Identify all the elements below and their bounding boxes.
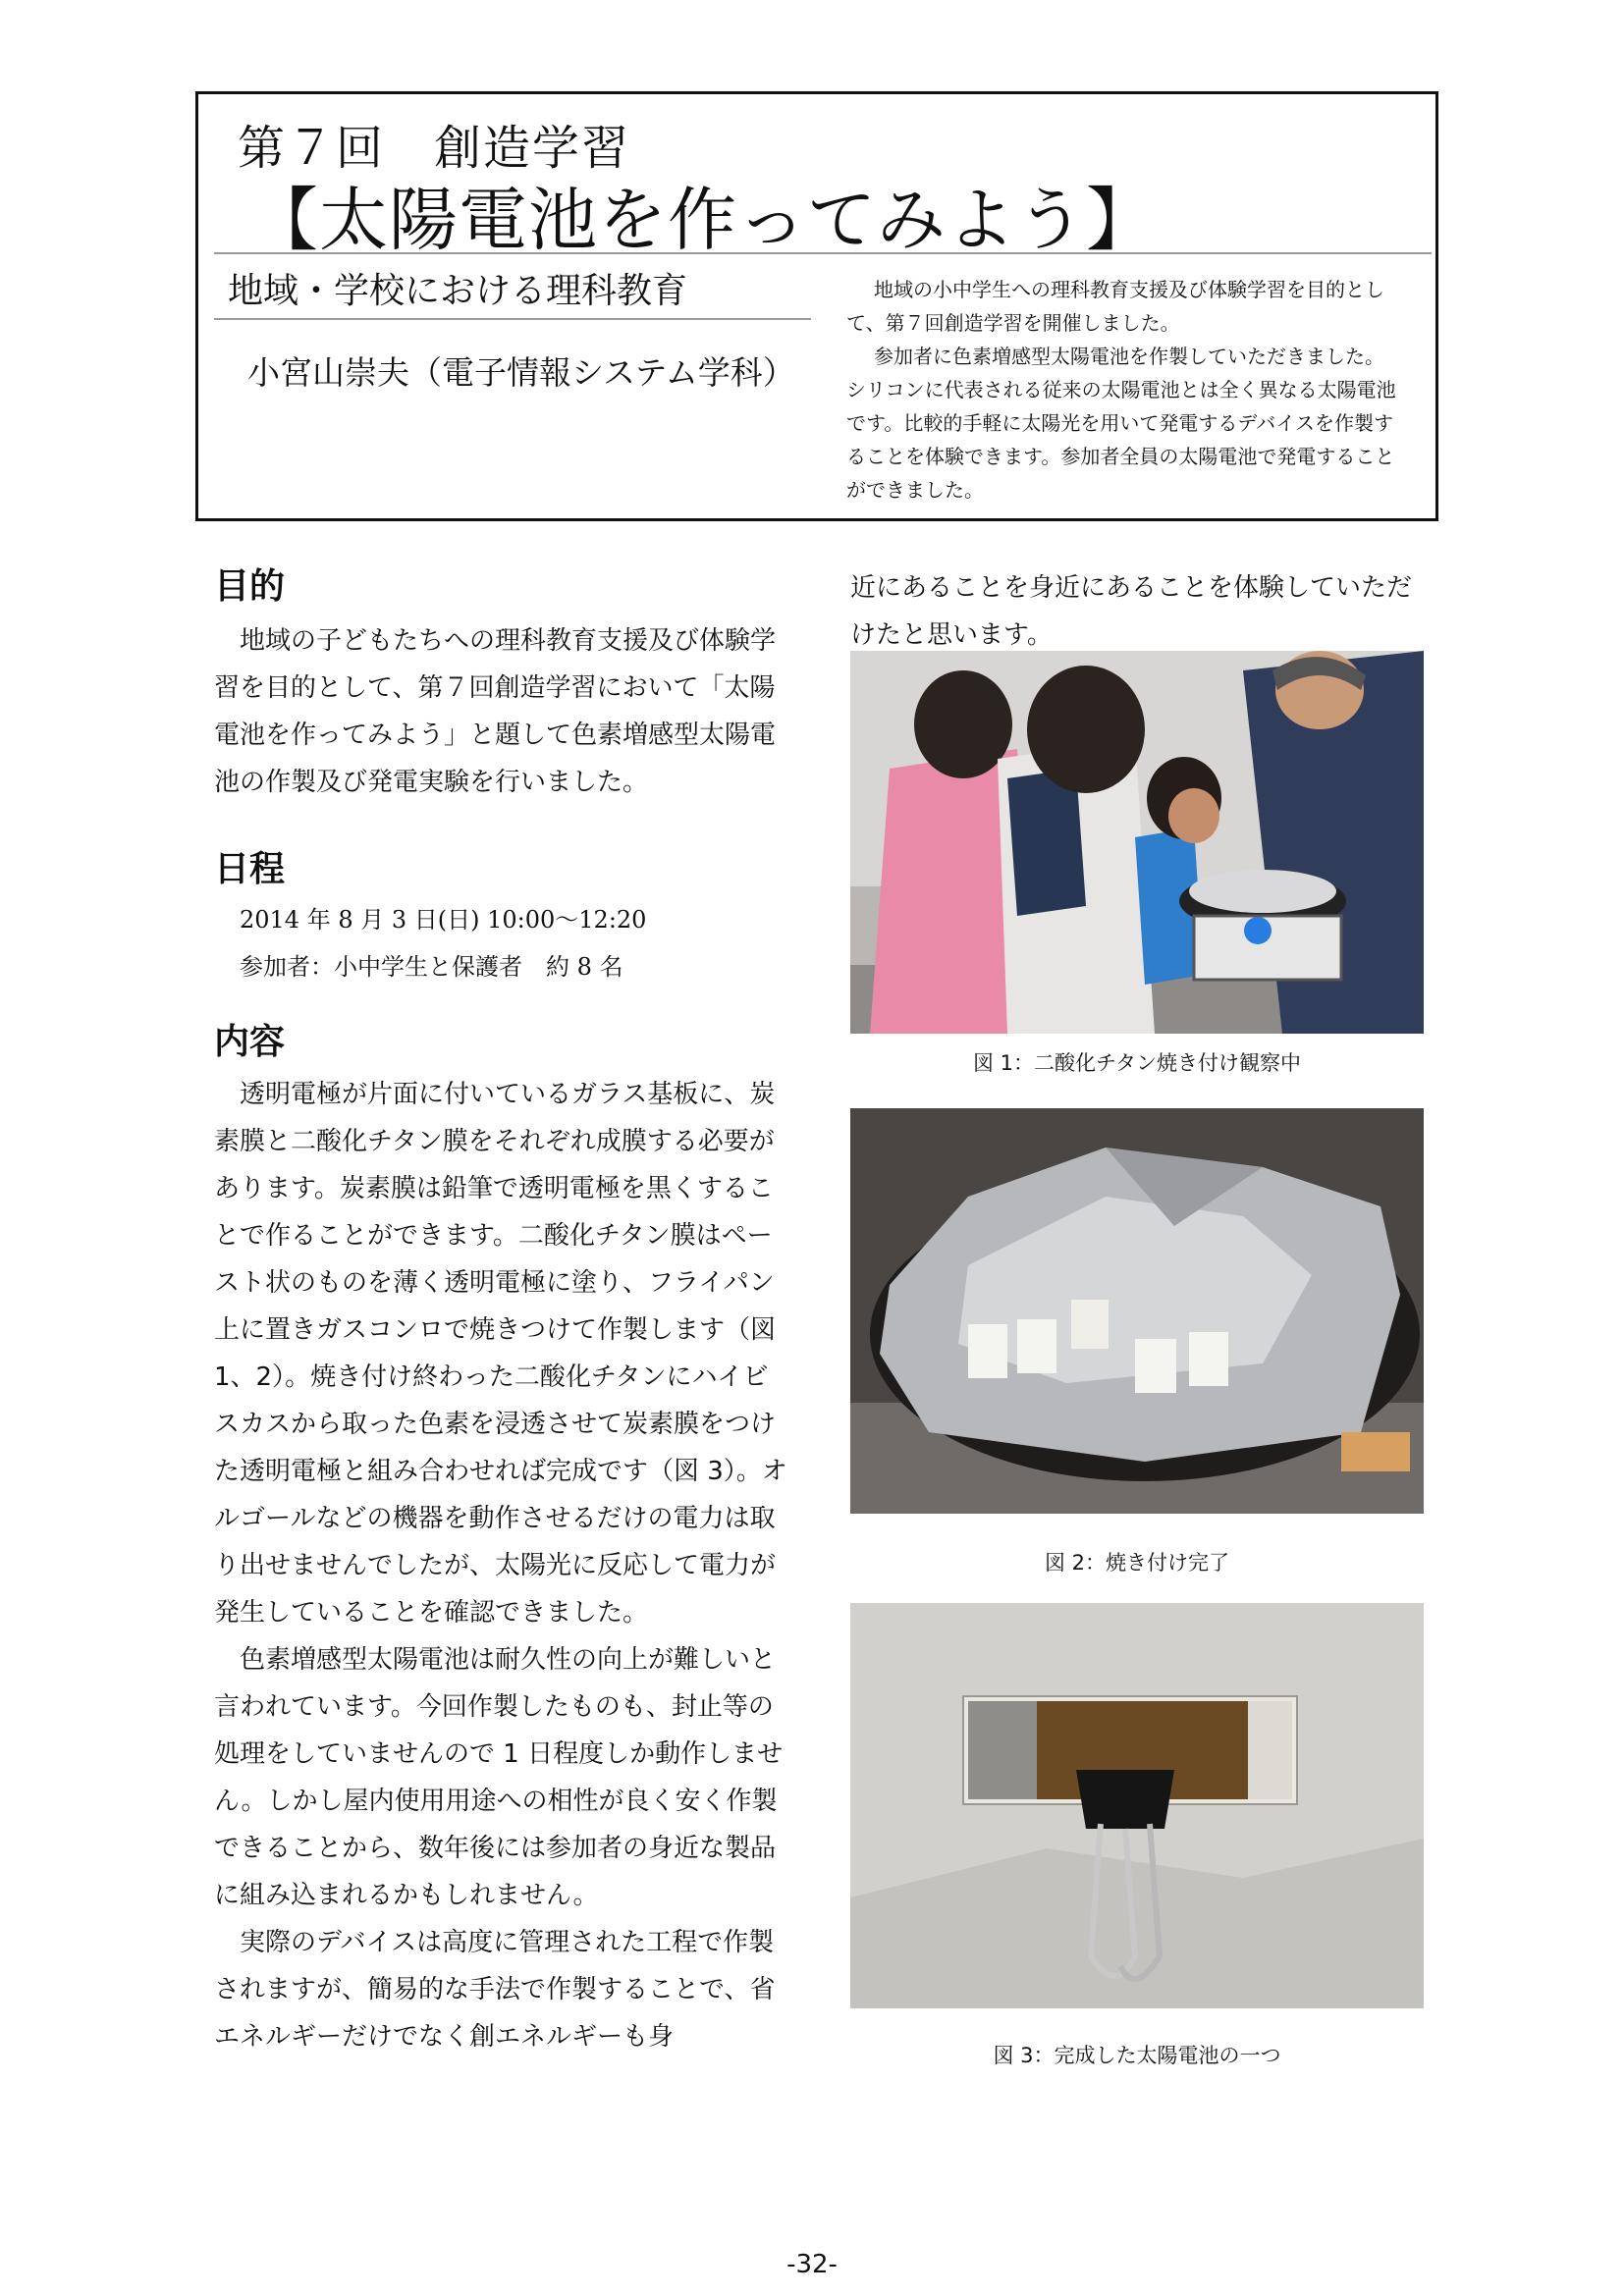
- content-paragraph: 色素増感型太陽電池は耐久性の向上が難しいと言われています。今回作製したものも、封止等の処理をしていませんので 1 日程度しか動作しません。しかし屋内使用用途への相性が良く安く作製できることから、数年後には参加者の身近な製品に組み込まれるかもしれません。: [214, 1645, 784, 1910]
- summary-paragraph: 参加者に色素増感型太陽電池を作製していただきました。シリコンに代表される従来の太陽電池とは全く異なる太陽電池です。比較的手軽に太陽光を用いて発電するデバイスを作製することを体験できます。参加者全員の太陽電池で発電することができました。: [846, 345, 1396, 502]
- schedule-date: 2014 年 8 月 3 日(日) 10:00～12:20: [240, 906, 647, 934]
- figure-3-photo: [850, 1603, 1424, 2008]
- foil-frying-pan-illustration: [850, 1108, 1424, 1514]
- finished-solar-cell-illustration: [850, 1603, 1424, 2008]
- figure-1-caption: 図 1：二酸化チタン焼き付け観察中: [973, 1051, 1301, 1075]
- figure-1-photo: [850, 651, 1424, 1034]
- schedule-participants: 参加者：小中学生と保護者 約 8 名: [240, 953, 623, 981]
- header-box: [195, 91, 1438, 521]
- figure-2-photo: [850, 1108, 1424, 1514]
- subtitle-rule: [214, 318, 811, 320]
- content-continuation: 近にあることを身近にあることを体験していただけたと思います。: [850, 573, 1413, 650]
- page-title: 【太陽電池を作ってみよう】: [249, 180, 1156, 260]
- schedule-heading: 日程: [214, 849, 286, 889]
- figure-3-caption: 図 3：完成した太陽電池の一つ: [993, 2044, 1281, 2067]
- author: 小宮山崇夫（電子情報システム学科）: [247, 353, 795, 392]
- purpose-text: 地域の子どもたちへの理科教育支援及び体験学習を目的として、第７回創造学習において「太陽電池を作ってみよう」と題して色素増感型太陽電池の作製及び発電実験を行いました。: [214, 626, 777, 797]
- summary-paragraph: 地域の小中学生への理科教育支援及び体験学習を目的として、第７回創造学習を開催しました。: [846, 278, 1384, 335]
- right-column: [850, 564, 1430, 659]
- content-heading: 内容: [214, 1022, 286, 1062]
- children-observing-illustration: [850, 651, 1424, 1034]
- summary: [846, 273, 1396, 507]
- content-paragraph: 実際のデバイスは高度に管理された工程で作製されますが、簡易的な手法で作製することで、省エネルギーだけでなく創エネルギーも身: [214, 1928, 776, 2052]
- content-paragraph: 透明電極が片面に付いているガラス基板に、炭素膜と二酸化チタン膜をそれぞれ成膜する必要があります。炭素膜は鉛筆で透明電極を黒くすることで作ることができます。二酸化チタン膜はペースト状のものを薄く透明電極に塗り、フライパン上に置きガスコンロで焼きつけて作製します（図 1、2）。焼き付け終わった二酸化チタンにハイビスカスから取った色素を浸透させて炭素膜をつけた透明電極と組み合わせれば完成です（図 3）。オルゴールなどの機器を動作させるだけの電力は取り出せませんでしたが、太陽光に反応して電力が発生していることを確認できました。: [214, 1080, 787, 1628]
- session-number: 第７回 創造学習: [238, 121, 631, 176]
- figure-2-caption: 図 2：焼き付け完了: [1044, 1551, 1230, 1575]
- left-column: [214, 564, 793, 2060]
- purpose-heading: 目的: [214, 566, 286, 607]
- category-subtitle: 地域・学校における理科教育: [228, 271, 688, 311]
- title-rule: [214, 252, 1432, 254]
- page-number: -32-: [786, 2250, 838, 2279]
